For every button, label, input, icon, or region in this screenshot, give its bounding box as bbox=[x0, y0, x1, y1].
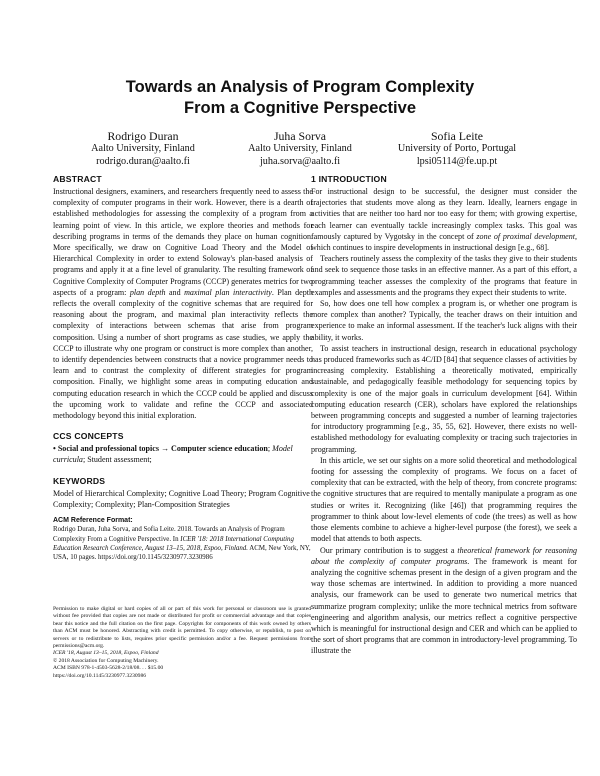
author-name: Juha Sorva bbox=[273, 129, 327, 143]
abstract-text: Instructional designers, examiners, and researchers frequently need to assess the complexity of computer programs in their work. However, there is a dearth of established methodologies for assessing the complexity of a program from a learning point of view. In this article, we explore theories and methods for describing programs in terms of the demands they place on human cognition. More specifically, we draw on Cognitive Load Theory and the Model of Hierarchical Complexity in order to extend Soloway's plan-based analysis of programs and apply it at a fine level of granularity. The resulting framework of Cognitive Complexity of Computer Programs (CCCP) generates metrics for two aspects of a program: plan depth and maximal plan interactivity. Plan depth reflects the overall complexity of the cognitive schemas that are required for reasoning about the program, and maximal plan interactivity reflects the complexity of interactions between schemas that arise from program composition. Using a number of short programs as case studies, we apply the CCCP to illustrate why one program or construct is more complex than another, to identify dependencies between constructs that a novice programmer needs to learn and to contrast the complexity of different strategies for program composition. Finally, we highlight some areas in computing education and computing education research in which the CCCP could be applied and discuss the upcoming work to validate and refine the CCCP and associated methodology beyond this initial exploration. bbox=[53, 187, 314, 421]
author-name: Rodrigo Duran bbox=[107, 129, 179, 143]
permission-footnote bbox=[53, 606, 311, 680]
author-affiliation: Aalto University, Finland bbox=[91, 143, 195, 154]
author-affiliation: University of Porto, Portugal bbox=[397, 143, 517, 154]
intro-paragraph-3: So, how does one tell how complex a program is, or whether one program is more complex than another? Typically, the teacher draws on their intuition and experience to make an informal assessment. If the teacher's luck aligns with their ability, it works. bbox=[311, 299, 577, 342]
ccs-text: • Social and professional topics → Computer science education; Model curricula; Student assessment; bbox=[53, 444, 293, 465]
venue-line: ICER '18, August 13–15, 2018, Espoo, Finland bbox=[53, 650, 159, 657]
copyright-line: © 2018 Association for Computing Machinery. bbox=[53, 657, 159, 664]
abstract-heading: ABSTRACT bbox=[53, 174, 102, 184]
intro-paragraph-2: Teachers routinely assess the complexity of the tasks they give to their students and seek to sequence those tasks in an effective manner. As a part of this effort, a programming teacher assesses the complexity of the programs that feature in examples and assessments and the programs they expect their students to write. bbox=[311, 254, 577, 297]
doi-link[interactable]: https://doi.org/10.1145/3230977.3230986 bbox=[53, 672, 147, 679]
author-email: rodrigo.duran@aalto.fi bbox=[96, 155, 190, 167]
acm-reference-text: Rodrigo Duran, Juha Sorva, and Sofia Leite. 2018. Towards an Analysis of Program Complexity From a Cognitive Perspective. In ICER '18: 2018 International Computing Education Research Conference, August 13–15, 2018, Espoo, Finland. ACM, New York, NY, USA, 10 pages. https://doi.org/10.1145/3230977.3230986 bbox=[53, 526, 311, 562]
title-line-1: Towards an Analysis of Program Complexity bbox=[125, 78, 475, 96]
ccs-heading: CCS CONCEPTS bbox=[53, 431, 124, 442]
author-email: lpsi05114@fe.up.pt bbox=[416, 155, 498, 167]
isbn-line: ACM ISBN 978-1-4503-5628-2/18/08. . . $15.00 bbox=[53, 665, 164, 672]
author-email: juha.sorva@aalto.fi bbox=[259, 155, 341, 167]
author-3 bbox=[357, 129, 557, 168]
keywords-text: Model of Hierarchical Complexity; Cognitive Load Theory; Program Cognitive Complexity; Complexity; Plan-Composition Strategies bbox=[53, 488, 310, 509]
author-affiliation: Aalto University, Finland bbox=[248, 143, 352, 154]
permission-text: Permission to make digital or hard copies of all or part of this work for personal or classroom use is granted without fee provided that copies are not made or distributed for profit or commercial advantage and that copies bear this notice and the full citation on the first page. Copyrights for components of this work owned by others than ACM must be honored. Abstracting with credit is permitted. To copy otherwise, or republish, to post on servers or to redistribute to lists, requires prior specific permission and/or a fee. Request permissions from permissions@acm.org. bbox=[53, 606, 311, 650]
author-name: Sofia Leite bbox=[430, 129, 484, 143]
paper-title bbox=[0, 77, 600, 119]
title-line-2: From a Cognitive Perspective bbox=[184, 99, 416, 117]
acm-reference-heading: ACM Reference Format: bbox=[53, 517, 133, 525]
introduction-heading: 1 INTRODUCTION bbox=[311, 174, 387, 184]
left-column bbox=[53, 173, 313, 563]
intro-paragraph-6: Our primary contribution is to suggest a theoretical framework for reasoning about the complexity of computer programs. The framework is meant for analyzing the cognitive schemas present in the design of a given program and the way those schemas are intertwined. In addition to providing a more nuanced analysis, our framework can be used to generate two numerical metrics that summarize program complexity; unlike the more technical metrics from software engineering and algorithm analysis, our metrics reflect a cognitive perspective which is meaningful for instructional design and CER and which can be applied to the sort of short programs that are common in introductory-level programming. To illustrate the bbox=[311, 545, 577, 656]
intro-paragraph-5: In this article, we set our sights on a more solid theoretical and methodological footing for assessing the complexity of programs. We focus on a facet of complexity that can be extracted, with the help of theory, from concrete programs: the cognitive structures that are required to mentally manipulate a program as one studies or writes it. Recognizing (like [46]) that programming requires the programmer to think about low-level elements of code (the trees) as well as how those elements combine to achieve a higher-level purpose (the forest), we seek a model that attends to both aspects. bbox=[311, 455, 577, 544]
intro-paragraph-4: To assist teachers in instructional design, research in educational psychology has produced frameworks such as 4C/ID [84] that sequence classes of activities by increasing complexity. Establishing a theoretically motivated, empirically sustainable, and pedagogically feasible methodology for sequencing topics by complexity is one of the major goals in curriculum development [64]. Within computing education research (CER), scholars have explored the relationships between programming concepts and suggested a number of learning trajectories for introductory programming [e.g., 35, 55, 62]. However, there exists no well-established methodology for evaluating complexity or tracing such trajectories in programming. bbox=[311, 343, 577, 454]
right-column bbox=[311, 173, 577, 657]
keywords-heading: KEYWORDS bbox=[53, 475, 106, 486]
intro-paragraph-1: For instructional design to be successful, the designer must consider the trajectories that students move along as they learn. Ideally, learners engage in activities that are neither too hard nor too easy for them; with growing expertise, each learner can eventually tackle increasingly complex tasks. This goal was famously captured by Vygotsky in the concept of zone of proximal development, which continues to inspire developments in instructional design [e.g., 68]. bbox=[311, 187, 577, 253]
